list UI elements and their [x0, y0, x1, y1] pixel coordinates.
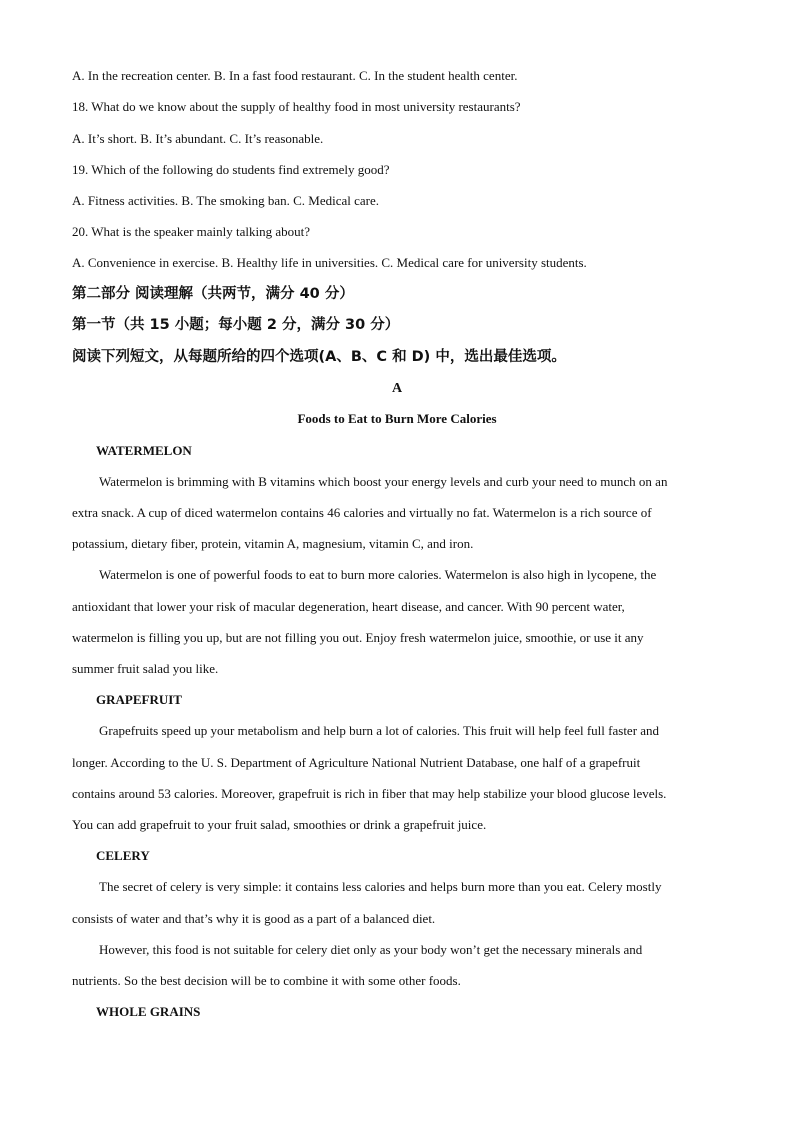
watermelon-p1-line1: Watermelon is brimming with B vitamins which boost your energy levels and curb your need to munch on an: [99, 474, 668, 489]
celery-p1-line1: The secret of celery is very simple: it contains less calories and helps burn more than you eat. Celery mostly: [99, 879, 662, 894]
question-19: 19. Which of the following do students find extremely good?: [72, 162, 390, 177]
options-18: A. It’s short. B. It’s abundant. C. It’s reasonable.: [72, 131, 324, 146]
reading-instructions: 阅读下列短文，从每题所给的四个选项(A、B、C 和 D) 中，选出最佳选项。: [72, 349, 566, 365]
grapefruit-p1-line3: contains around 53 calories. Moreover, grapefruit is rich in fiber that may help stabilize your blood glucose levels.: [72, 786, 667, 801]
question-18: 18. What do we know about the supply of healthy food in most university restaurants?: [72, 99, 521, 114]
question-20: 20. What is the speaker mainly talking about?: [72, 224, 311, 239]
heading-grapefruit: GRAPEFRUIT: [96, 692, 182, 707]
heading-whole-grains: WHOLE GRAINS: [96, 1004, 201, 1019]
watermelon-p2-line4: summer fruit salad you like.: [72, 661, 219, 676]
watermelon-p1-line3: potassium, dietary fiber, protein, vitamin A, magnesium, vitamin C, and iron.: [72, 536, 474, 551]
heading-celery: CELERY: [96, 848, 150, 863]
celery-p2-line2: nutrients. So the best decision will be to combine it with some other foods.: [72, 973, 461, 988]
section-1-heading: 第一节（共 15 小题；每小题 2 分，满分 30 分）: [72, 317, 400, 333]
heading-watermelon: WATERMELON: [96, 443, 192, 458]
passage-title: Foods to Eat to Burn More Calories: [297, 411, 497, 426]
watermelon-p2-line3: watermelon is filling you up, but are not filling you out. Enjoy fresh watermelon juice, smoothie, or use it any: [72, 630, 644, 645]
grapefruit-p1-line2: longer. According to the U. S. Department of Agriculture National Nutrient Database, one half of a grapefruit: [72, 755, 641, 770]
celery-p1-line2: consists of water and that’s why it is good as a part of a balanced diet.: [72, 911, 436, 926]
grapefruit-p1-line1: Grapefruits speed up your metabolism and help burn a lot of calories. This fruit will help feel full faster and: [99, 723, 660, 738]
watermelon-p2-line1: Watermelon is one of powerful foods to eat to burn more calories. Watermelon is also high in lycopene, the: [99, 567, 657, 582]
watermelon-p1-line2: extra snack. A cup of diced watermelon contains 46 calories and virtually no fat. Watermelon is a rich source of: [72, 505, 652, 520]
option-line-17: A. In the recreation center. B. In a fast food restaurant. C. In the student health center.: [72, 68, 518, 83]
celery-p2-line1: However, this food is not suitable for celery diet only as your body won’t get the necessary minerals and: [99, 942, 643, 957]
passage-letter: A: [391, 381, 403, 396]
options-19: A. Fitness activities. B. The smoking ban. C. Medical care.: [72, 193, 380, 208]
section-part2-heading: 第二部分 阅读理解（共两节，满分 40 分）: [72, 286, 354, 302]
watermelon-p2-line2: antioxidant that lower your risk of macular degeneration, heart disease, and cancer. With 90 percent water,: [72, 599, 625, 614]
grapefruit-p1-line4: You can add grapefruit to your fruit salad, smoothies or drink a grapefruit juice.: [72, 817, 487, 832]
options-20: A. Convenience in exercise. B. Healthy life in universities. C. Medical care for university students.: [72, 255, 587, 270]
